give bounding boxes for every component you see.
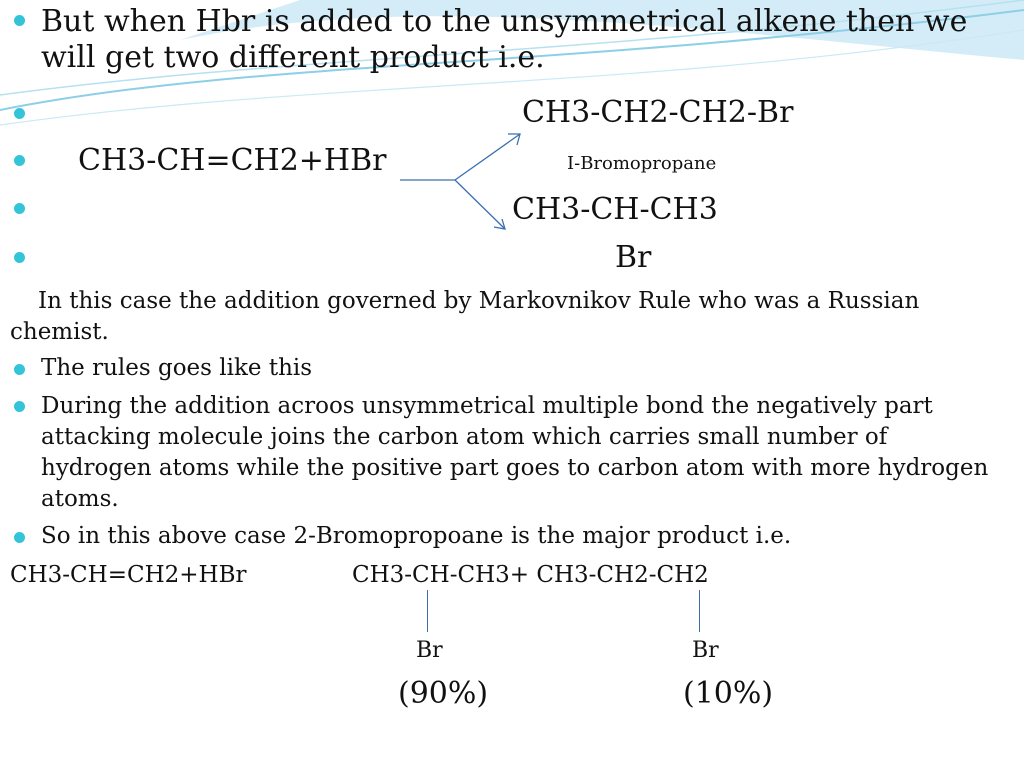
bromine-right: Br [692,638,719,663]
bullet-dot [14,401,25,412]
equation-products: CH3-CH-CH3+ CH3-CH2-CH2 [352,562,709,588]
rule-text: During the addition acroos unsymmetrical multiple bond the negatively part attacking molecule joins the carbon atom which carries small number of hydrogen atoms while the positive part goes to carbon atom with more hydrogen atoms. [41,393,989,512]
bullet-dot [14,532,25,543]
conclusion: So in this above case 2-Bromopropoane is the major product i.e. [41,523,792,549]
bullet-dot [14,252,25,263]
markovnikov-note: In this case the addition governed by Markovnikov Rule who was a Russian chemist. [10,288,920,345]
product-primary-name: I-Bromopropane [567,153,717,174]
equation-reactant: CH3-CH=CH2+HBr [10,562,247,588]
bullet-dot [14,203,25,214]
bond-line-left [427,590,428,632]
rules-intro: The rules goes like this [41,355,313,381]
product-primary-formula: CH3-CH2-CH2-Br [522,95,794,130]
yield-minor: (10%) [683,676,774,711]
product-secondary-formula: CH3-CH-CH3 [512,192,718,227]
reactant-formula: CH3-CH=CH2+HBr [78,143,387,178]
bullet-dot [14,364,25,375]
bond-line-right [699,590,700,632]
product-secondary-bromine: Br [615,240,652,275]
yield-major: (90%) [398,676,489,711]
bromine-left: Br [416,638,443,663]
bullet-text-intro: But when Hbr is added to the unsymmetrical alkene then we will get two different product i.e. [41,4,968,75]
